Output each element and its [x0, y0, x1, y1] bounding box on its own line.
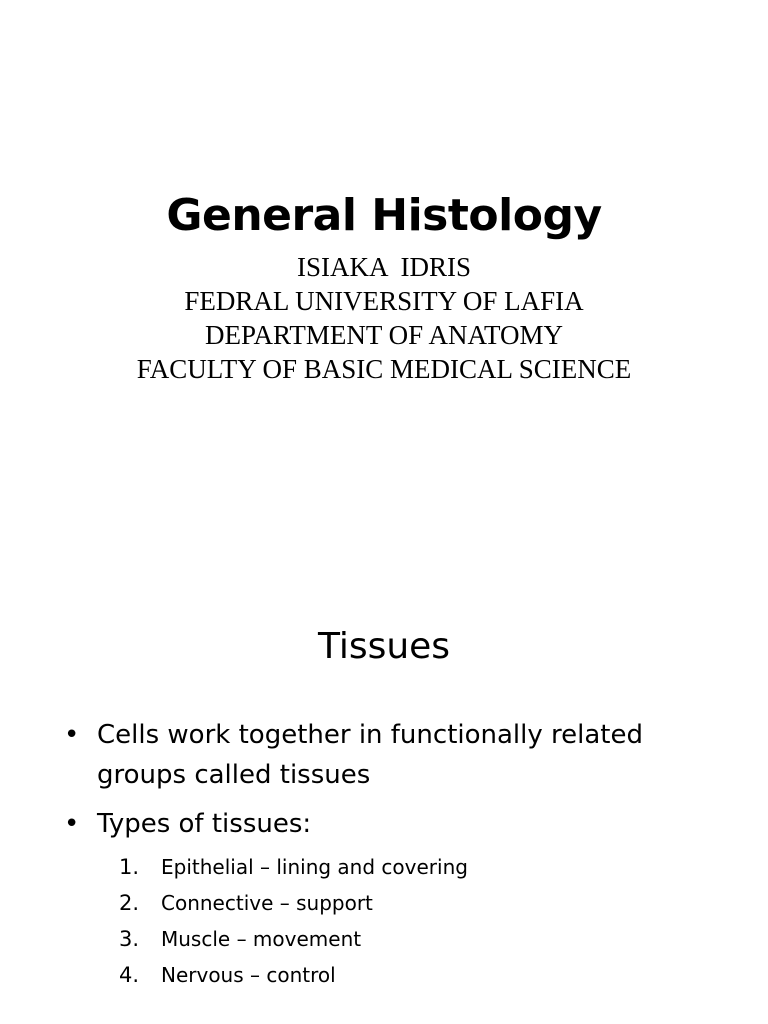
list-item: [119, 849, 468, 885]
list-item-text: Epithelial – lining and covering: [161, 855, 468, 879]
list-item-text: Muscle – movement: [161, 927, 362, 951]
list-number: 1.: [119, 855, 140, 879]
list-number: 4.: [119, 963, 140, 987]
list-item: [119, 957, 468, 993]
numbered-list: [119, 849, 468, 993]
page-title: General Histology: [166, 190, 602, 241]
bullet-icon: •: [64, 809, 80, 839]
author-affiliation: [0, 250, 768, 386]
list-item: [119, 885, 468, 921]
university-name: FEDRAL UNIVERSITY OF LAFIA: [184, 286, 584, 316]
list-item: [119, 921, 468, 957]
bullet-item: [64, 804, 704, 844]
bullet-item: [64, 715, 704, 795]
list-item-text: Connective – support: [161, 891, 373, 915]
bullet-list: [64, 715, 704, 853]
list-number: 2.: [119, 891, 140, 915]
list-number: 3.: [119, 927, 140, 951]
author-name: ISIAKA IDRIS: [296, 252, 471, 282]
slide-heading: Tissues: [317, 626, 451, 667]
slide-tissues: [0, 512, 768, 1024]
bullet-icon: •: [64, 720, 80, 750]
bullet-text: Types of tissues:: [97, 809, 312, 839]
list-item-text: Nervous – control: [161, 963, 336, 987]
faculty-name: FACULTY OF BASIC MEDICAL SCIENCE: [136, 354, 632, 384]
bullet-text: Cells work together in functionally related groups called tissues: [97, 720, 643, 790]
department-name: DEPARTMENT OF ANATOMY: [205, 320, 563, 350]
